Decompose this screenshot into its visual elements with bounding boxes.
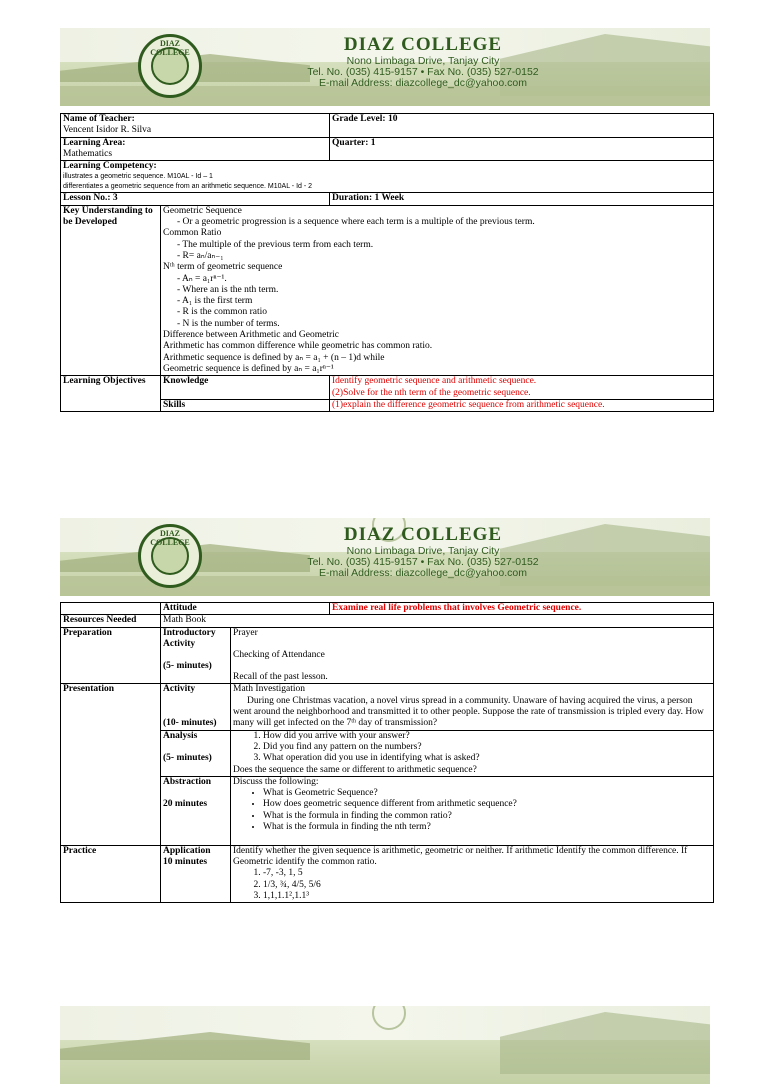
skills-objective-1: (1)explain the difference geometric sequence from arithmetic sequence. (330, 399, 714, 411)
preparation-label: Preparation (61, 627, 161, 684)
college-phone: Tel. No. (035) 415-9157 • Fax No. (035) 527-0152 (307, 556, 539, 568)
college-address: Nono Limbaga Drive, Tanjay City (346, 545, 500, 557)
learning-area-label: Learning Area: (63, 137, 126, 148)
attitude-value: Examine real life problems that involves Geometric sequence. (330, 603, 714, 615)
teacher-value: Vencent Isidor R. Silva (63, 125, 152, 136)
grade-level: Grade Level: 10 (332, 114, 398, 124)
list-item: 2. Did you find any pattern on the numbers? (263, 742, 711, 753)
college-address: Nono Limbaga Drive, Tanjay City (346, 55, 500, 67)
list-item: • How does geometric sequence different from arithmetic sequence? (263, 799, 711, 810)
knowledge-objective-2: (2)Solve for the nth term of the geometric sequence. (332, 387, 531, 398)
list-item: 1. How did you arrive with your answer? (263, 731, 711, 742)
ku-line: - R= aₙ/aₙ₋₁ (177, 250, 224, 261)
ku-line: Geometric Sequence (163, 205, 242, 216)
competency-1: illustrates a geometric sequence. M10AL - Id – 1 (63, 173, 213, 181)
college-name: DIAZ COLLEGE (343, 34, 503, 55)
duration: Duration: 1 Week (330, 193, 714, 205)
college-logo-icon: DIAZ COLLEGE (138, 34, 202, 98)
activity-time: (10- minutes) (163, 717, 217, 728)
ku-line: - Aₙ = a₁rⁿ⁻¹. (177, 273, 227, 284)
ku-line: Arithmetic sequence is defined by aₙ = a₁ + (n – 1)d while (163, 352, 385, 363)
application-label: Application (163, 845, 211, 856)
list-item: • What is the formula in finding the common ratio? (263, 811, 711, 822)
application-time: 10 minutes (163, 857, 208, 868)
intro-attendance: Checking of Attendance (233, 649, 325, 660)
knowledge-label: Knowledge (161, 376, 330, 400)
list-item: • What is the formula in finding the nth term? (263, 822, 711, 833)
competency-label: Learning Competency: (63, 161, 157, 172)
analysis-extra: Does the sequence the same or different to arithmetic sequence? (233, 764, 477, 775)
activity-label: Activity (163, 684, 196, 695)
attitude-label: Attitude (161, 603, 330, 615)
list-item: 1. -7, -3, 1, 5 (263, 868, 711, 879)
analysis-time: (5- minutes) (163, 752, 212, 763)
quarter: Quarter: 1 (332, 137, 376, 148)
lesson-plan-table-1 (60, 113, 714, 412)
competency-2: differentiates a geometric sequence from an arithmetic sequence. M10AL - Id - 2 (63, 183, 313, 191)
analysis-label: Analysis (163, 730, 198, 741)
ku-line: - R is the common ratio (177, 307, 267, 318)
ku-line: Difference between Arithmetic and Geometric (163, 330, 340, 341)
lesson-plan-table-2 (60, 602, 714, 903)
college-email: E-mail Address: diazcollege_dc@yahoo.com (319, 567, 527, 579)
abstraction-intro: Discuss the following: (233, 776, 319, 787)
skills-label: Skills (161, 399, 330, 411)
resources-value: Math Book (161, 615, 714, 627)
resources-label: Resources Needed (61, 615, 161, 627)
intro-recall: Recall of the past lesson. (233, 672, 328, 683)
college-logo-icon: DIAZ COLLEGE (138, 524, 202, 588)
abstraction-time: 20 minutes (163, 799, 208, 810)
intro-activity-time: (5- minutes) (163, 661, 212, 672)
lesson-number: Lesson No.: 3 (61, 193, 330, 205)
teacher-label: Name of Teacher: (63, 114, 135, 124)
application-text: Identify whether the given sequence is arithmetic, geometric or neither. If arithmetic Identify the common difference. If Geometric identify the common ratio. (233, 845, 688, 868)
activity-title: Math Investigation (233, 684, 306, 695)
college-header-banner-3 (60, 1006, 710, 1084)
abstraction-list (233, 788, 711, 833)
learning-objectives-label: Learning Objectives (61, 376, 161, 412)
ku-line: Nᵗʰ term of geometric sequence (163, 262, 283, 273)
ku-line: - The multiple of the previous term from each term. (177, 239, 374, 250)
intro-prayer: Prayer (233, 627, 258, 638)
ku-line: - A₁ is the first term (177, 296, 253, 307)
intro-activity-label: Introductory Activity (163, 627, 216, 649)
ku-line: - Where an is the nth term. (177, 284, 279, 295)
ku-line: - Or a geometric progression is a sequence where each term is a multiple of the previous term. (177, 217, 535, 228)
list-item: 3. What operation did you use in identifying what is asked? (263, 753, 711, 764)
ku-line: Geometric sequence is defined by aₙ = a₁rⁿ⁻¹ (163, 363, 334, 374)
college-name: DIAZ COLLEGE (343, 524, 503, 545)
application-list (233, 868, 711, 902)
college-header-banner (60, 28, 710, 106)
abstraction-label: Abstraction (163, 776, 212, 787)
list-item: 3. 1,1,1.1²,1.1³ (263, 891, 711, 902)
key-understanding-label: Key Understanding to be Developed (61, 205, 161, 375)
college-header-banner-2 (60, 518, 710, 596)
knowledge-objective-1: Identify geometric sequence and arithmetic sequence. (332, 376, 537, 387)
ku-line: Common Ratio (163, 228, 222, 239)
activity-text: During one Christmas vacation, a novel virus spread in a community. Unaware of having acquired the virus, a person went around the neighborhood and transmitted it to other people. Suppose the rate of transmission is tripled every day. How many will get infected on the 7ᵗʰ day of transmission? (233, 695, 704, 729)
list-item: • What is Geometric Sequence? (263, 788, 711, 799)
college-email: E-mail Address: diazcollege_dc@yahoo.com (319, 77, 527, 89)
key-understanding-content (161, 205, 714, 375)
analysis-list (233, 731, 711, 765)
practice-label: Practice (61, 845, 161, 902)
college-phone: Tel. No. (035) 415-9157 • Fax No. (035) 527-0152 (307, 66, 539, 78)
presentation-label: Presentation (61, 684, 161, 845)
ku-line: - N is the number of terms. (177, 318, 280, 329)
ku-line: Arithmetic has common difference while geometric has common ratio. (163, 341, 433, 352)
learning-area-value: Mathematics (63, 148, 113, 159)
list-item: 2. 1/3, ¾, 4/5, 5/6 (263, 880, 711, 891)
